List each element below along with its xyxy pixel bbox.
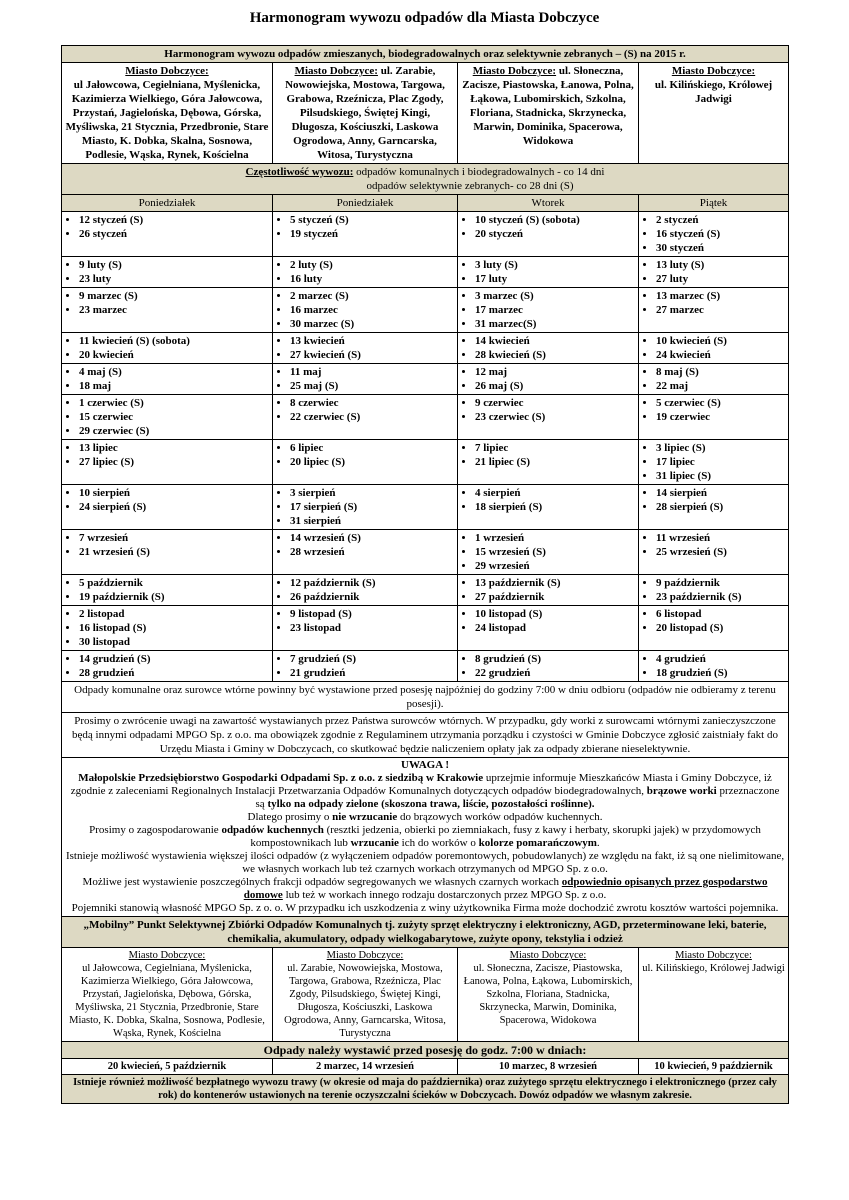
schedule-row [62,575,789,606]
pszok-dates-row [62,1059,789,1075]
schedule-cell [62,530,273,575]
schedule-cell [639,575,789,606]
pickup-date: • 15 wrzesień (S) [475,545,635,559]
day-header: Piątek [639,195,789,212]
pszok-area-cell: Miasto Dobczyce: ul. Słoneczna, Zacisze, Piastowska, Łanowa, Polna, Łąkowa, Lubomirskich, Szkolna, Floriana, Stadnicka, Skrzynecka, Marwin, Dominika, Spacerowa, Widokowa [458,948,639,1042]
day-header: Wtorek [458,195,639,212]
pickup-date: • 9 czerwiec [475,396,635,410]
schedule-cell [639,440,789,485]
pickup-date: • 31 sierpień [290,514,454,528]
frequency-line2: odpadów selektywnie zebranych- co 28 dni (S) [366,180,574,192]
pickup-date: • 22 czerwiec (S) [290,410,454,424]
schedule-cell [62,575,273,606]
warning-paragraph: Możliwe jest wystawienie poszczególnych frakcji odpadów segregowanych we własnych czarnych workach odpowiednio opisanych przez gospodarstwo domowe lub też w workach innego rodzaju dostarczonych przez MPGO Sp. z o.o. [82,876,768,901]
pickup-date: • 27 kwiecień (S) [290,348,454,362]
schedule-cell [62,651,273,682]
pszok-date: 20 kwiecień, 5 październik [62,1059,273,1075]
schedule-cell [458,606,639,651]
pickup-date: • 27 marzec [656,303,785,317]
schedule-cell [62,212,273,257]
pickup-date: • 16 listopad (S) [79,621,269,635]
pickup-date: • 28 sierpień (S) [656,500,785,514]
area-streets: ul Jałowcowa, Cegielniana, Myślenicka, Kazimierza Wielkiego, Góra Jałowcowa, Przystań, Jagielońska, Dębowa, Górska, Myśliwska, 21 Stycznia, Przedbronie, Stare Miasto, K. Dobka, Skalna, Sosnowa, Podlesie, Wąska, Rynek, Kościelna [65,79,269,161]
pickup-date: • 21 grudzień [290,666,454,680]
pickup-date: • 30 listopad [79,635,269,649]
pickup-date: • 24 kwiecień [656,348,785,362]
warning-paragraph: Dlatego prosimy o nie wrzucanie do brązowych worków odpadów kuchennych. [247,811,603,823]
schedule-cell [273,606,458,651]
pickup-date: • 19 czerwiec [656,410,785,424]
schedule-row [62,530,789,575]
schedule-cell [273,651,458,682]
pickup-date: • 12 październik (S) [290,576,454,590]
pickup-date: • 4 grudzień [656,652,785,666]
pickup-date: • 4 maj (S) [79,365,269,379]
pickup-date: • 27 lipiec (S) [79,455,269,469]
pickup-date: • 2 marzec (S) [290,289,454,303]
day-header: Poniedziałek [273,195,458,212]
pszok-date: 2 marzec, 14 wrzesień [273,1059,458,1075]
schedule-cell [639,364,789,395]
pickup-date: • 1 czerwiec (S) [79,396,269,410]
pszok-areas-row [62,948,789,1042]
warning-paragraph: Pojemniki stanowią własność MPGO Sp. z o. o. W przypadku ich uszkodzenia z winy użytkownika Firma może dochodzić zwrotu kosztów wartości pojemnika. [71,902,779,914]
pszok-description: tj. zużyty sprzęt elektryczny i elektroniczny, AGD, przeterminowane leki, baterie, chemikalia, akumulatory, odpady wielkogabarytowe, zużyte opony, tekstylia i odzież [227,919,767,945]
schedule-cell [62,606,273,651]
pickup-date: • 23 październik (S) [656,590,785,604]
schedule-row [62,606,789,651]
pickup-date: • 14 wrzesień (S) [290,531,454,545]
schedule-cell [62,485,273,530]
pickup-date: • 6 listopad [656,607,785,621]
pickup-date: • 5 styczeń (S) [290,213,454,227]
pickup-date: • 11 maj [290,365,454,379]
pickup-date: • 22 grudzień [475,666,635,680]
schedule-row [62,395,789,440]
pickup-date: • 7 wrzesień [79,531,269,545]
pickup-date: • 14 kwiecień [475,334,635,348]
pickup-date: • 30 marzec (S) [290,317,454,331]
schedule-cell [639,395,789,440]
pickup-date: • 20 styczeń [475,227,635,241]
schedule-cell [458,530,639,575]
pickup-date: • 11 kwiecień (S) (sobota) [79,334,269,348]
pickup-date: • 29 czerwiec (S) [79,424,269,438]
pickup-date: • 26 maj (S) [475,379,635,393]
pickup-date: • 12 styczeń (S) [79,213,269,227]
schedule-cell [639,530,789,575]
pickup-date: • 10 listopad (S) [475,607,635,621]
pickup-date: • 15 czerwiec [79,410,269,424]
frequency-line1: odpadów komunalnych i biodegradowalnych - co 14 dni [353,166,605,178]
schedule-row [62,212,789,257]
schedule-row [62,333,789,364]
pickup-date: • 27 październik [475,590,635,604]
warning-cell [62,758,789,917]
pickup-date: • 14 grudzień (S) [79,652,269,666]
pickup-date: • 16 styczeń (S) [656,227,785,241]
schedule-cell [639,333,789,364]
pickup-date: • 2 luty (S) [290,258,454,272]
schedule-cell [62,440,273,485]
pickup-date: • 20 listopad (S) [656,621,785,635]
schedule-row [62,651,789,682]
area-cell [458,63,639,164]
schedule-cell [458,288,639,333]
schedule-cell [458,212,639,257]
schedule-row [62,485,789,530]
pickup-date: • 13 luty (S) [656,258,785,272]
pickup-date: • 9 listopad (S) [290,607,454,621]
pickup-date: • 8 czerwiec [290,396,454,410]
area-cell [62,63,273,164]
pickup-date: • 3 marzec (S) [475,289,635,303]
pickup-date: • 10 kwiecień (S) [656,334,785,348]
area-heading: Miasto Dobczyce: [294,65,378,77]
pickup-date: • 21 wrzesień (S) [79,545,269,559]
schedule-cell [458,651,639,682]
pickup-date: • 12 maj [475,365,635,379]
schedule-header: Harmonogram wywozu odpadów zmieszanych, biodegradowalnych oraz selektywnie zebranych – (S) na 2015 r. [62,46,789,63]
pickup-date: • 17 lipiec [656,455,785,469]
pickup-date: • 3 sierpień [290,486,454,500]
schedule-table [61,45,789,1104]
schedule-cell [273,575,458,606]
pickup-date: • 11 wrzesień [656,531,785,545]
pickup-date: • 25 maj (S) [290,379,454,393]
pickup-date: • 5 październik [79,576,269,590]
schedule-cell [639,606,789,651]
schedule-body [62,212,789,682]
schedule-cell [273,333,458,364]
pszok-area-cell: Miasto Dobczyce: ul. Zarabie, Nowowiejska, Mostowa, Targowa, Grabowa, Rzeźnicza, Plac Zgody, Pilsudskiego, Świętej Kingi, Długosza, Kościuszki, Laskowa Ogrodowa, Anny, Garncarska, Witosa, Turystyczna [273,948,458,1042]
pickup-date: • 19 październik (S) [79,590,269,604]
pickup-date: • 3 luty (S) [475,258,635,272]
pickup-date: • 27 luty [656,272,785,286]
pickup-date: • 31 marzec(S) [475,317,635,331]
pickup-date: • 18 maj [79,379,269,393]
areas-row [62,63,789,164]
schedule-cell [62,257,273,288]
area-streets: ul. Słoneczna, Zacisze, Piastowska, Łanowa, Polna, Łąkowa, Lubomirskich, Szkolna, Floriana, Stadnicka, Skrzynecka, Marwin, Dominika, Spacerowa, Widokowa [462,65,634,147]
pickup-date: • 30 styczeń [656,241,785,255]
schedule-row [62,364,789,395]
area-streets: ul. Kilińskiego, Królowej Jadwigi [654,79,773,105]
schedule-cell [458,257,639,288]
schedule-cell [273,530,458,575]
pickup-date: • 28 grudzień [79,666,269,680]
pickup-date: • 20 lipiec (S) [290,455,454,469]
pickup-date: • 9 październik [656,576,785,590]
schedule-cell [458,333,639,364]
pickup-date: • 31 lipiec (S) [656,469,785,483]
schedule-cell [62,288,273,333]
pickup-date: • 13 kwiecień [290,334,454,348]
pickup-date: • 19 styczeń [290,227,454,241]
pickup-date: • 9 luty (S) [79,258,269,272]
schedule-cell [639,651,789,682]
pickup-date: • 16 marzec [290,303,454,317]
schedule-cell [273,440,458,485]
schedule-cell [458,575,639,606]
schedule-cell [62,333,273,364]
pickup-date: • 4 sierpień [475,486,635,500]
pickup-date: • 18 sierpień (S) [475,500,635,514]
footer-note: Istnieje również możliwość bezpłatnego wywozu trawy (w okresie od maja do października) oraz zużytego sprzętu elektrycznego i elektronicznego (przez cały rok) do kontenerów ustawionych na terenie oczyszczalni ścieków w Dobczycach. Dowóz odpadów we własnym zakresie. [62,1075,789,1104]
schedule-cell [458,364,639,395]
pszok-title: „Mobilny” Punkt Selektywnej Zbiórki Odpadów Komunalnych [83,919,383,931]
schedule-row [62,288,789,333]
pickup-date: • 18 grudzień (S) [656,666,785,680]
pickup-date: • 23 luty [79,272,269,286]
area-heading: Miasto Dobczyce: [472,65,557,77]
pickup-date: • 26 styczeń [79,227,269,241]
schedule-cell [639,212,789,257]
schedule-cell [273,288,458,333]
pickup-date: • 26 październik [290,590,454,604]
schedule-cell [458,485,639,530]
schedule-cell [273,212,458,257]
pickup-date: • 16 luty [290,272,454,286]
area-cell [273,63,458,164]
schedule-cell [273,485,458,530]
pszok-header [62,917,789,948]
pickup-date: • 6 lipiec [290,441,454,455]
pickup-date: • 24 sierpień (S) [79,500,269,514]
pickup-date: • 14 sierpień [656,486,785,500]
pickup-date: • 13 październik (S) [475,576,635,590]
pickup-date: • 25 wrzesień (S) [656,545,785,559]
schedule-cell [639,485,789,530]
pickup-date: • 1 wrzesień [475,531,635,545]
pickup-date: • 5 czerwiec (S) [656,396,785,410]
schedule-cell [273,395,458,440]
pickup-date: • 17 sierpień (S) [290,500,454,514]
days-row [62,195,789,212]
pszok-date: 10 kwiecień, 9 październik [639,1059,789,1075]
pickup-date: • 10 styczeń (S) (sobota) [475,213,635,227]
pickup-date: • 29 wrzesień [475,559,635,573]
pickup-note: Odpady komunalne oraz surowce wtórne powinny być wystawione przed posesję najpóźniej do godziny 7:00 w dniu odbioru (odpadów nie odbieramy z terenu posesji). [62,682,789,713]
schedule-row [62,257,789,288]
pickup-date: • 17 marzec [475,303,635,317]
pickup-date: • 23 czerwiec (S) [475,410,635,424]
area-heading: Miasto Dobczyce: [125,65,209,77]
pickup-date: • 28 wrzesień [290,545,454,559]
pickup-date: • 9 marzec (S) [79,289,269,303]
pszok-date: 10 marzec, 8 wrzesień [458,1059,639,1075]
pickup-date: • 10 sierpień [79,486,269,500]
pickup-date: • 22 maj [656,379,785,393]
pickup-date: • 28 kwiecień (S) [475,348,635,362]
area-cell [639,63,789,164]
pszok-area-cell: Miasto Dobczyce: ul Jałowcowa, Cegielniana, Myślenicka, Kazimierza Wielkiego, Góra Jałowcowa, Przystań, Jagielońska, Dębowa, Górska, Myśliwska, 21 Stycznia, Przedbronie, Stare Miasto, K. Dobka, Skalna, Sosnowa, Podlesie, Wąska, Rynek, Kościelna [62,948,273,1042]
recyclables-note: Prosimy o zwrócenie uwagi na zawartość wystawianych przez Państwa surowców wtórnych. W przypadku, gdy worki z surowcami wtórnymi zanieczyszczone będą innymi odpadami MPGO Sp. z o.o. ma obowiązek zgodnie z Regulaminem utrzymania porządku i czystości w Gminie Dobczyce zgłosić zaistniały fakt do Urzędu Miasta i Gminy w Dobczycach, co skutkować będzie naliczeniem opłaty jak za odpady zbierane nieselektywnie. [62,713,789,758]
pickup-date: • 8 maj (S) [656,365,785,379]
pszok-area-cell: Miasto Dobczyce: ul. Kilińskiego, Królowej Jadwigi [639,948,789,1042]
pickup-date: • 20 kwiecień [79,348,269,362]
warning-paragraph: Istnieje możliwość wystawienia większej ilości odpadów (z wyłączeniem odpadów poremontowych, pobudowlanych) ze względu na fakt, iż są one nielimitowane, we własnych workach lub też czarnych workach otrzymanych od MPGO Sp. z o.o. [65,850,785,875]
warning-heading: UWAGA ! [401,759,449,771]
pickup-date: • 8 grudzień (S) [475,652,635,666]
area-heading: Miasto Dobczyce: [671,65,756,77]
pickup-date: • 24 listopad [475,621,635,635]
schedule-cell [639,257,789,288]
schedule-cell [458,395,639,440]
frequency-label: Częstotliwość wywozu: [245,166,354,178]
pickup-date: • 7 grudzień (S) [290,652,454,666]
schedule-cell [639,288,789,333]
pickup-date: • 23 marzec [79,303,269,317]
pickup-date: • 7 lipiec [475,441,635,455]
area-streets: ul. Zarabie, Nowowiejska, Mostowa, Targowa, Grabowa, Rzeźnicza, Plac Zgody, Pilsudskiego, Świętej Kingi, Długosza, Kościuszki, Laskowa Ogrodowa, Anny, Garncarska, Witosa, Turystyczna [285,65,445,161]
warning-paragraph: Małopolskie Przedsiębiorstwo Gospodarki Odpadami Sp. z o.o. z siedzibą w Krakowie uprzejmie informuje Mieszkańców Miasta i Gminy Dobczyce, iż zgodnie z zaleceniami Regionalnych Instalacji Przetwarzania Odpadów Komunalnych dotyczących odpadów biodegradowalnych, brązowe worki przeznaczone są tylko na odpady zielone (skoszona trawa, liście, pozostałości roślinne). [70,772,780,810]
day-header: Poniedziałek [62,195,273,212]
warning-paragraph: Prosimy o zagospodarowanie odpadów kuchennych (resztki jedzenia, obierki po ziemniakach, fusy z kawy i herbaty, skorupki jajek) w przydomowych kompostownikach lub wrzucanie ich do worków o kolorze pomarańczowym. [89,824,761,849]
pickup-date: • 13 marzec (S) [656,289,785,303]
pickup-date: • 3 lipiec (S) [656,441,785,455]
schedule-cell [273,364,458,395]
frequency-cell [62,164,789,195]
pickup-date: • 21 lipiec (S) [475,455,635,469]
page-title: Harmonogram wywozu odpadów dla Miasta Dobczyce [249,10,600,26]
pickup-date: • 2 styczeń [656,213,785,227]
pickup-date: • 13 lipiec [79,441,269,455]
pickup-date: • 23 listopad [290,621,454,635]
schedule-cell [458,440,639,485]
schedule-cell [273,257,458,288]
pickup-date: • 17 luty [475,272,635,286]
pickup-date: • 2 listopad [79,607,269,621]
schedule-cell [62,395,273,440]
pszok-deadline: Odpady należy wystawić przed posesję do godz. 7:00 w dniach: [62,1042,789,1059]
schedule-row [62,440,789,485]
schedule-cell [62,364,273,395]
